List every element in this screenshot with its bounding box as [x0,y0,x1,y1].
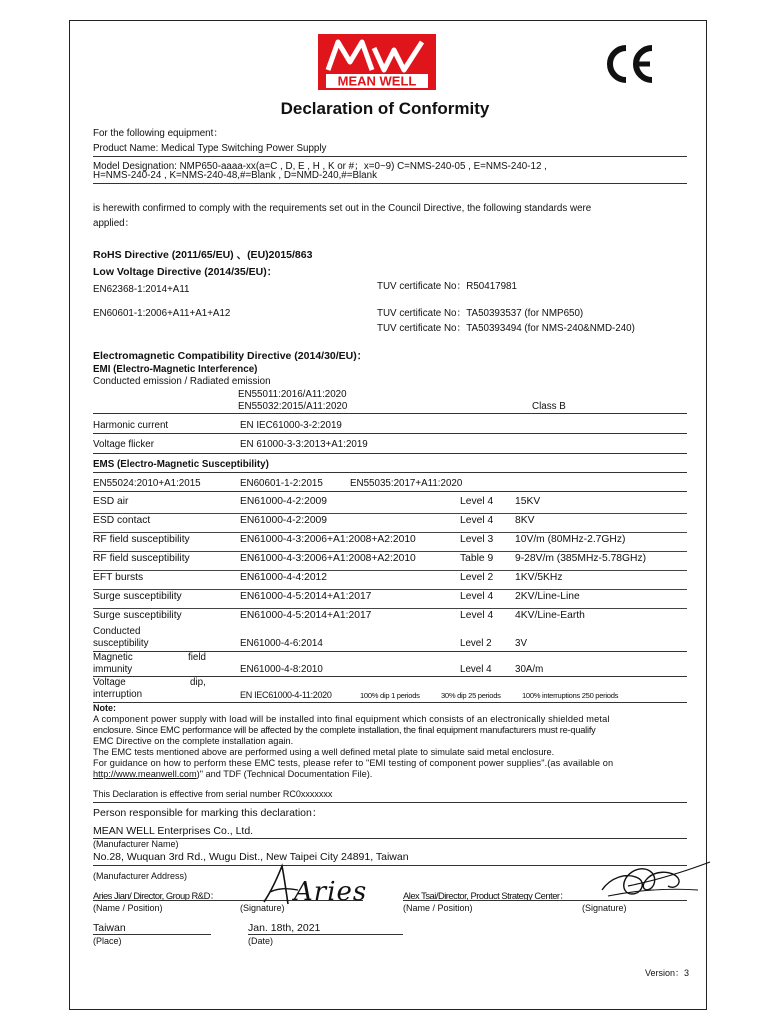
divider [93,838,687,839]
divider [93,570,687,571]
meanwell-link[interactable]: http://www.meanwell.com [93,769,197,779]
harmonic-label: Harmonic current [93,420,169,431]
note-line-6-rest: )" and TDF (Technical Documentation File). [196,769,373,779]
test-label: ESD contact [93,515,151,526]
divider [93,183,687,184]
company-name: MEAN WELL Enterprises Co., Ltd. [93,825,254,837]
voltage-dip-standard: EN IEC61000-4-11:2020 [240,690,332,700]
divider [93,532,687,533]
test-level: Level 4 [460,515,494,526]
note-line-2: enclosure. Since EMC performance will be affected by the complete installation, the final equipment manufacturers must re-qualify [93,725,596,735]
company-address: No.28, Wuquan 3rd Rd., Wugu Dist., New Taipei City 24891, Taiwan [93,851,409,863]
test-value: 9-28V/m (385MHz-5.78GHz) [515,553,647,564]
emi-standard-1: EN55011:2016/A11:2020 [238,389,347,400]
ems-standard-c: EN55035:2017+A11:2020 [350,478,463,489]
svg-text:MEAN WELL: MEAN WELL [337,73,417,89]
harmonic-standard: EN IEC61000-3-2:2019 [240,420,342,431]
ems-heading: EMS (Electro-Magnetic Susceptibility) [93,459,269,470]
test-level: Table 9 [460,553,494,564]
test-standard: EN61000-4-3:2006+A1:2008+A2:2010 [240,534,416,545]
voltage-dip-value-3: 100% interruptions 250 periods [522,691,619,700]
divider [93,676,687,677]
intro-text: For the following equipment： [93,128,224,139]
ems-standard-a: EN55024:2010+A1:2015 [93,478,201,489]
test-value: 8KV [515,515,535,526]
table-row [93,534,687,552]
divider [93,156,687,157]
magnetic-value: 30A/m [515,664,544,675]
divider [93,651,687,652]
conducted-value: 3V [515,638,527,649]
company-caption: (Manufacturer Name) [93,839,179,849]
test-label: RF field susceptibility [93,553,190,564]
divider [93,472,687,473]
lvd-certificate-2a: TUV certificate No：TA50393537 (for NMP650) [377,308,584,319]
test-value: 15KV [515,496,541,507]
divider [93,491,687,492]
test-standard: EN61000-4-5:2014+A1:2017 [240,610,372,621]
divider [93,513,687,514]
signature-caption-1: (Signature) [240,903,285,913]
voltage-dip-word1: Voltage [93,677,126,688]
divider [93,608,687,609]
test-value: 1KV/5KHz [515,572,563,583]
flicker-standard: EN 61000-3-3:2013+A1:2019 [240,439,368,450]
magnetic-label-line2: immunity [93,664,133,675]
divider [93,702,687,703]
signature-2 [598,860,713,909]
magnetic-level: Level 4 [460,664,492,675]
divider [93,802,687,803]
mean-well-logo [318,34,436,90]
note-line-5: For guidance on how to perform these EMC tests, please refer to "EMI testing of component power supplies".(as available on [93,758,614,768]
test-label: EFT bursts [93,572,144,583]
conducted-standard: EN61000-4-6:2014 [240,638,323,649]
product-name: Product Name: Medical Type Switching Power Supply [93,143,327,154]
divider [93,453,687,454]
place-value: Taiwan [93,922,126,934]
lvd-certificate-2b: TUV certificate No：TA50393494 (for NMS-240&NMD-240) [377,323,635,334]
voltage-dip-word2: dip, [190,677,206,688]
table-row [93,610,687,628]
test-label: Surge susceptibility [93,610,182,621]
emi-heading: EMI (Electro-Magnetic Interference) [93,364,258,375]
note-heading: Note: [93,703,116,713]
divider [93,413,687,414]
place-caption: (Place) [93,936,122,946]
name-position-caption-2: (Name / Position) [403,903,473,913]
test-value: 2KV/Line-Line [515,591,580,602]
ems-standard-b: EN60601-1-2:2015 [240,478,323,489]
model-designation-line1: Model Designation: NMP650-aaaa-xx(a=C , D, E , H , K or #；x=0~9) C=NMS-240-05 , E=NMS-240-12 , [93,161,547,172]
table-row [93,553,687,571]
page-title: Declaration of Conformity [280,99,490,118]
lvd-standard-1: EN62368-1:2014+A11 [93,284,190,295]
confirm-text-line2: applied： [93,218,135,229]
table-row [93,572,687,590]
conducted-label-line2: susceptibility [93,638,149,649]
conducted-level: Level 2 [460,638,492,649]
divider [93,433,687,434]
signature-caption-2: (Signature) [582,903,627,913]
test-level: Level 4 [460,591,494,602]
test-label: ESD air [93,496,129,507]
lvd-standard-2: EN60601-1:2006+A11+A1+A12 [93,308,231,319]
conducted-label-line1: Conducted [93,626,141,637]
address-caption: (Manufacturer Address) [93,871,188,881]
test-label: RF field susceptibility [93,534,190,545]
magnetic-label-word2: field [188,652,206,663]
voltage-dip-value-1: 100% dip 1 periods [360,691,420,700]
table-row [93,591,687,609]
test-standard: EN61000-4-2:2009 [240,496,328,507]
svg-text:Aries: Aries [294,877,368,907]
note-line-3: EMC Directive on the complete installation again. [93,736,294,746]
test-standard: EN61000-4-3:2006+A1:2008+A2:2010 [240,553,416,564]
name-position-caption-1: (Name / Position) [93,903,163,913]
responsible-person-heading: Person responsible for marking this declaration： [93,807,323,819]
table-row [93,496,687,514]
signatory-2: Alex Tsai/Director, Product Strategy Center： [403,890,569,901]
voltage-dip-value-2: 30% dip 25 periods [441,691,501,700]
emi-standard-2: EN55032:2015/A11:2020 [238,401,348,412]
emi-subheading: Conducted emission / Radiated emission [93,376,271,387]
magnetic-standard: EN61000-4-8:2010 [240,664,323,675]
ce-mark-icon [602,42,656,91]
test-level: Level 3 [460,534,494,545]
test-level: Level 2 [460,572,494,583]
emc-directive: Electromagnetic Compatibility Directive (2014/30/EU)： [93,350,368,362]
divider [93,551,687,552]
table-row [93,515,687,533]
emi-class: Class B [532,401,566,412]
model-designation-line2: H=NMS-240-24 , K=NMS-240-48,#=Blank , D=NMD-240,#=Blank [93,170,377,181]
date-value: Jan. 18th, 2021 [248,922,321,934]
divider [248,934,403,935]
test-value: 4KV/Line-Earth [515,610,585,621]
test-standard: EN61000-4-2:2009 [240,515,328,526]
version-label: Version：3 [645,968,690,978]
test-value: 10V/m (80MHz-2.7GHz) [515,534,626,545]
divider [93,934,211,935]
note-line-4: The EMC tests mentioned above are performed using a well defined metal plate to simulate said metal enclosure. [93,747,555,757]
signatory-1: Aries Jian/ Director, Group R&D： [93,890,219,901]
low-voltage-directive: Low Voltage Directive (2014/35/EU)： [93,266,278,278]
lvd-certificate-1: TUV certificate No：R50417981 [377,281,517,292]
date-caption: (Date) [248,936,274,946]
confirm-text-line1: is herewith confirmed to comply with the requirements set out in the Council Directive, the following standards were [93,203,592,214]
effective-serial: This Declaration is effective from serial number RC0xxxxxxx [93,789,333,799]
divider [93,589,687,590]
test-standard: EN61000-4-4:2012 [240,572,328,583]
test-standard: EN61000-4-5:2014+A1:2017 [240,591,372,602]
note-line-1: A component power supply with load will be installed into final equipment which consists of an electronically shielded metal [93,714,610,724]
test-level: Level 4 [460,610,494,621]
magnetic-label-word1: Magnetic [93,652,133,663]
test-label: Surge susceptibility [93,591,182,602]
flicker-label: Voltage flicker [93,439,154,450]
voltage-dip-label-line2: interruption [93,689,143,700]
note-line-6 [93,769,687,780]
rohs-directive: RoHS Directive (2011/65/EU) 、(EU)2015/863 [93,249,313,261]
test-level: Level 4 [460,496,494,507]
